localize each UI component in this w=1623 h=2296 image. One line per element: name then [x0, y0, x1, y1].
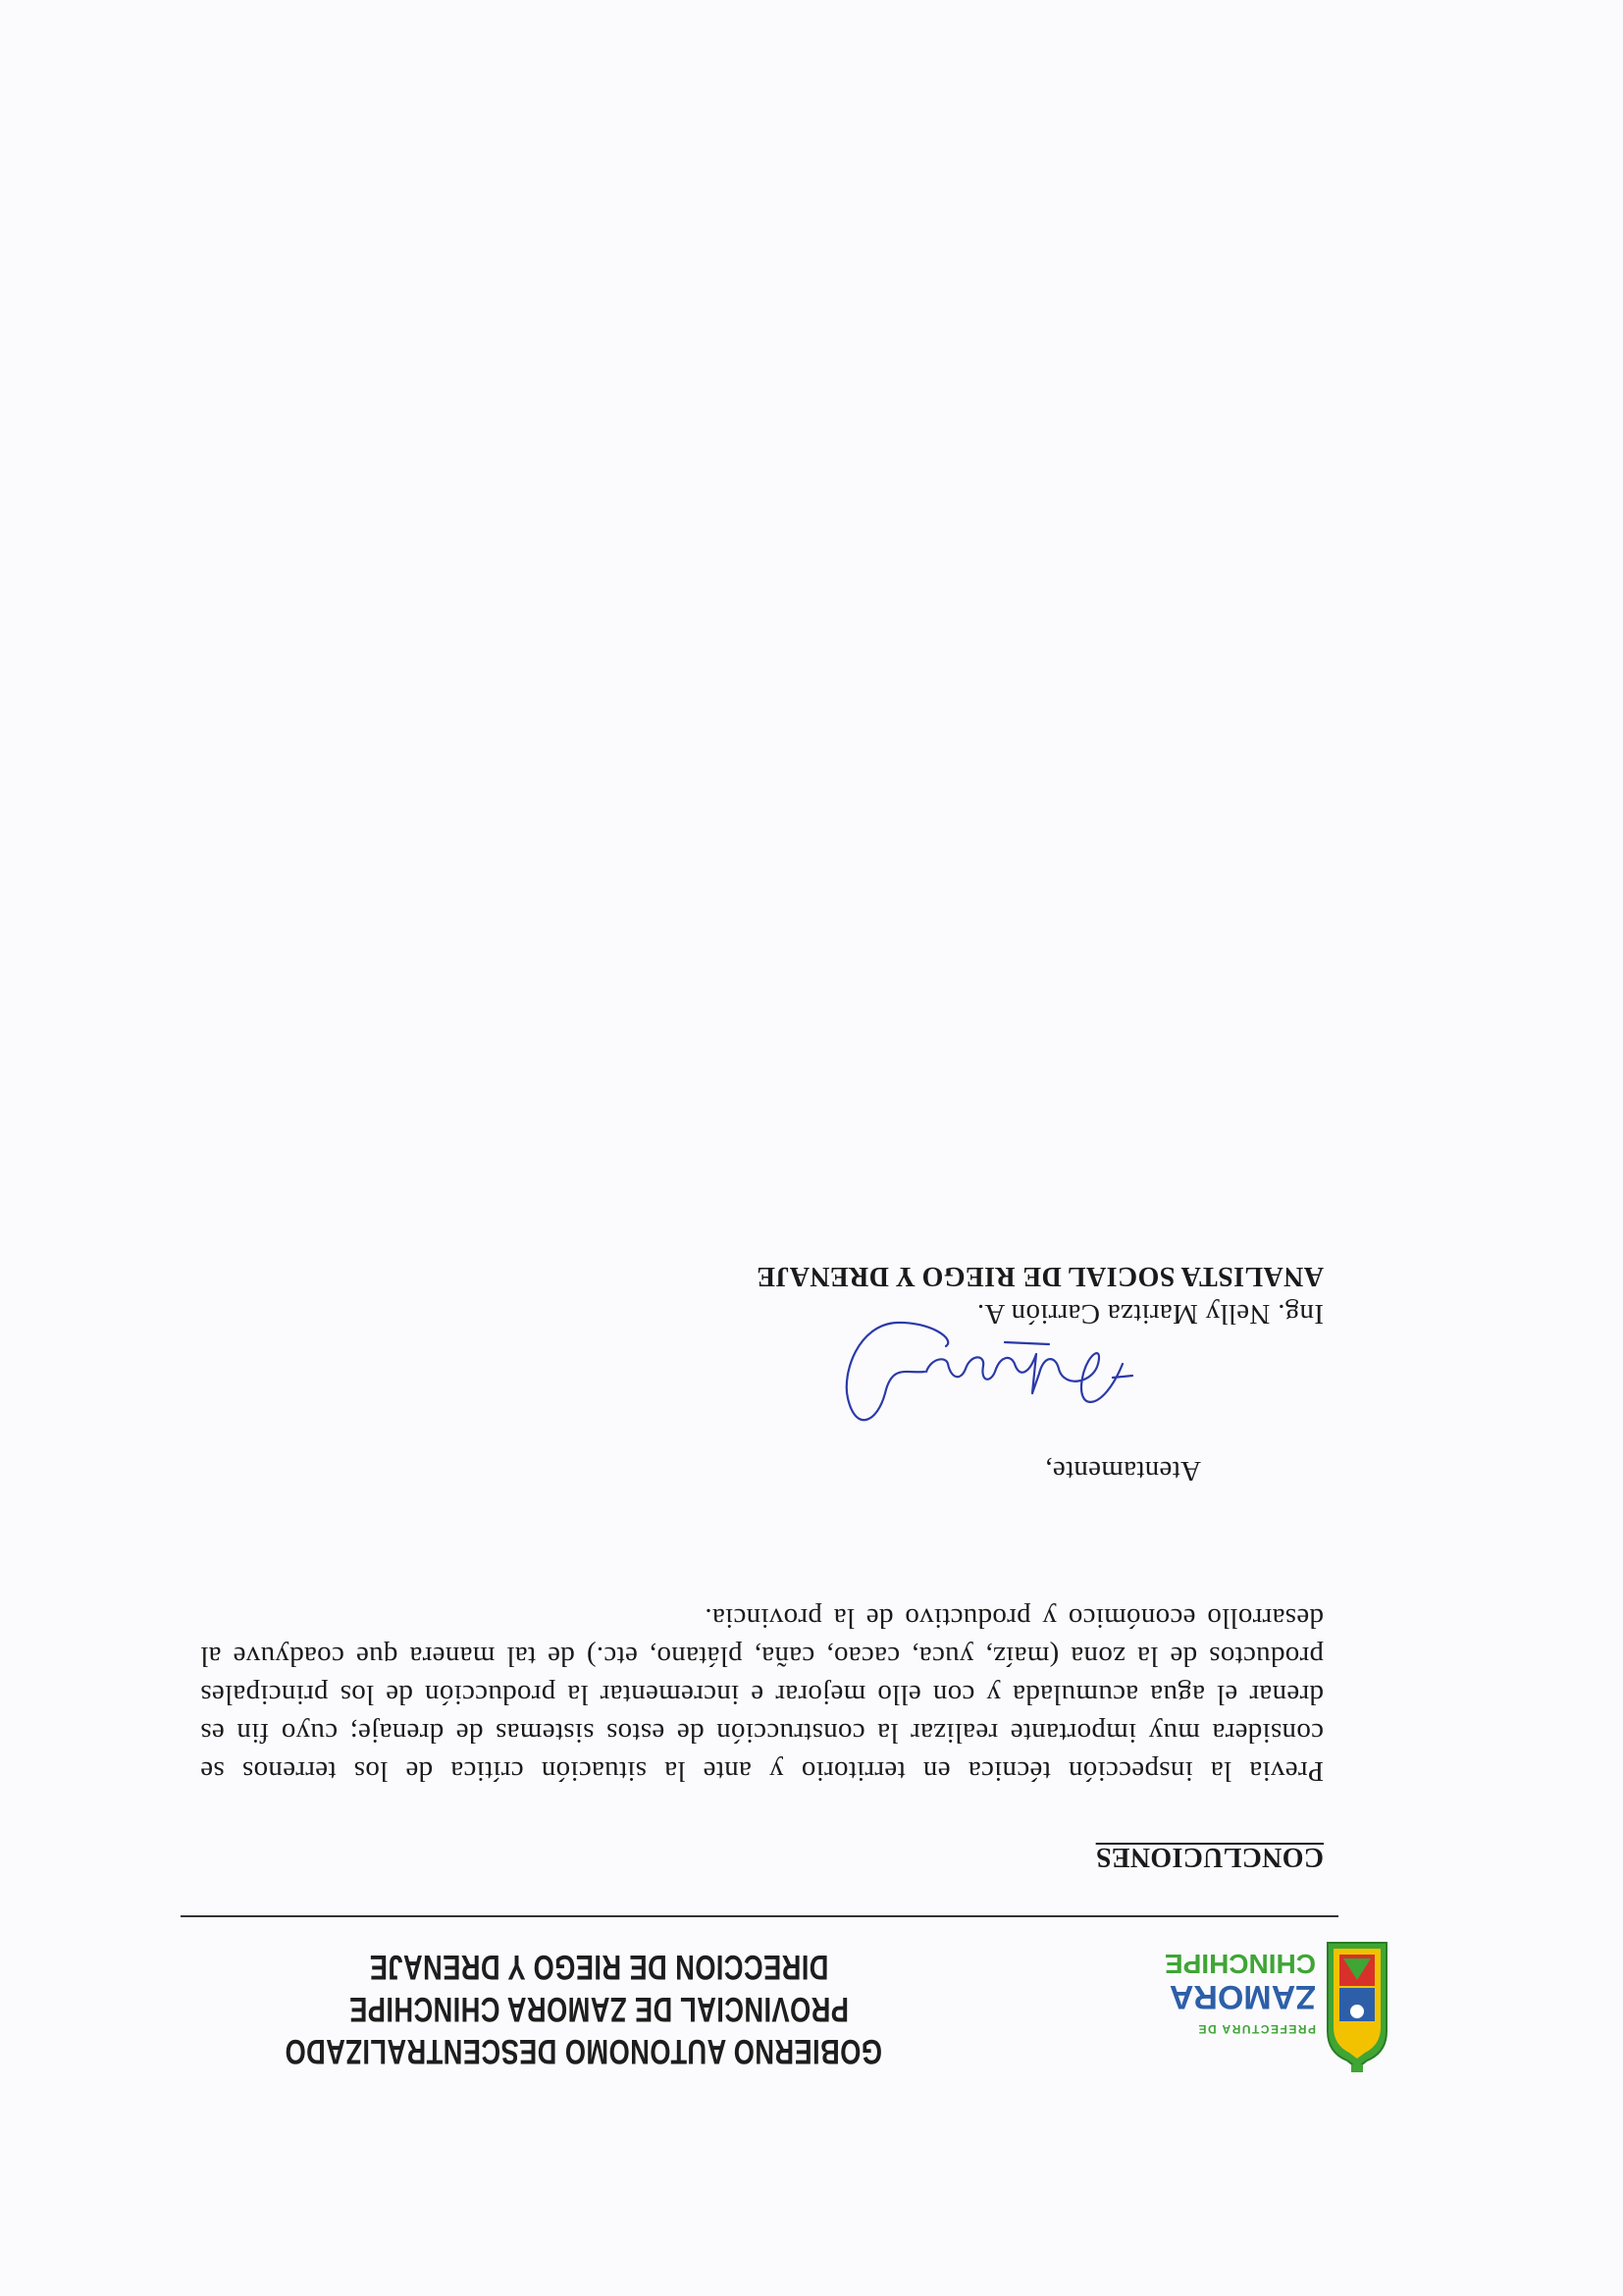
institution-name [285, 1946, 882, 2072]
logo-line2: CHINCHIPE [1164, 1949, 1316, 1979]
signer-block [757, 1260, 1324, 1330]
institution-line1: GOBIERNO AUTONOMO DESCENTRALIZADO [285, 2032, 882, 2070]
letterhead [156, 1925, 1392, 2072]
logo-small-text: PREFECTURA DE [1196, 2022, 1316, 2036]
signature [769, 1315, 1142, 1433]
conclusions-section [200, 1598, 1324, 1872]
emblem-icon [1328, 1943, 1387, 2072]
institution-line3: DIRECCION DE RIEGO Y DRENAJE [369, 1948, 829, 1986]
conclusions-paragraph: Previa la inspección técnica en territorio y ante la situación crítica de los terrenos se considera muy importante realizar la construcción de estos sistemas de drenaje; cuyo fin es drenar el agua acumulada y con ello mejorar e incrementar la producción de los principales productos de la zona (maíz, yuca, cacao, caña, plátano, etc.) de tal manera que coadyuve al desarrollo económico y productivo de la provincia. [200, 1602, 1324, 1787]
signer-name: Ing. Nelly Maritza Carrión A. [976, 1298, 1324, 1330]
section-title: CONCLUCIONES [1095, 1842, 1324, 1872]
header-divider [181, 1915, 1338, 1917]
prefectura-logo [1164, 1925, 1392, 2072]
closing-salutation: Atentamente, [1044, 1455, 1201, 1487]
handwritten-signature-icon [769, 1315, 1142, 1433]
signer-title: ANALISTA SOCIAL DE RIEGO Y DRENAJE [756, 1261, 1324, 1291]
prefectura-logo-icon [1164, 1925, 1392, 2072]
logo-line1: ZAMORA [1169, 1978, 1316, 2015]
institution-line2: PROVINCIAL DE ZAMORA CHINCHIPE [348, 1990, 849, 2028]
